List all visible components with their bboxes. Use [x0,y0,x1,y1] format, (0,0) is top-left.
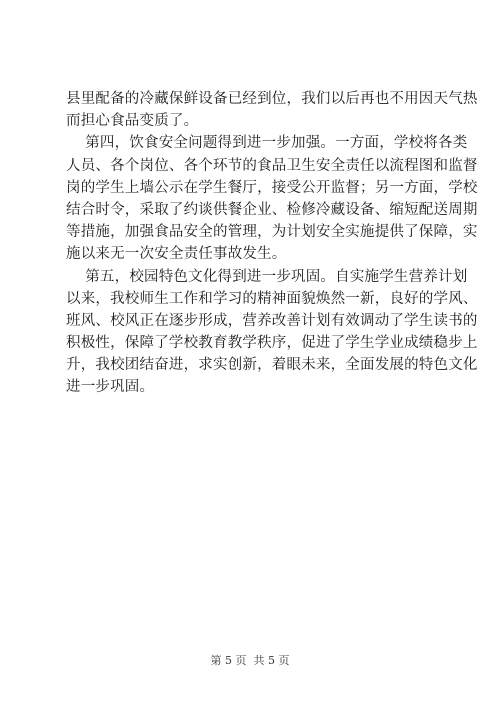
page-footer [0,652,500,668]
text-line: 以来，我校师生工作和学习的精神面貌焕然一新，良好的学风、 [66,290,478,307]
text-line: 进一步巩固。 [66,379,155,396]
text-line: 施以来无一次安全责任事故发生。 [66,246,287,263]
text-line: 第四，饮食安全问题得到进一步加强。一方面，学校将各类 [66,135,468,152]
text-line: 岗的学生上墙公示在学生餐厅，接受公开监督；另一方面，学校 [66,179,478,196]
text-line: 结合时令，采取了约谈供餐企业、检修冷藏设备、缩短配送周期 [66,201,478,218]
body-text [66,88,478,399]
text-line: 班风、校风正在逐步形成，营养改善计划有效调动了学生读书的 [66,312,478,329]
text-line: 县里配备的冷藏保鲜设备已经到位，我们以后再也不用因天气热 [66,91,478,107]
text-line: 人员、各个岗位、各个环节的食品卫生安全责任以流程图和监督 [66,157,478,174]
page-number: 第 5 页 共 5 页 [210,654,290,667]
text-line: 积极性，保障了学校教育教学秩序，促进了学生学业成绩稳步上 [66,335,478,352]
text-line: 第五，校园特色文化得到进一步巩固。自实施学生营养计划 [66,268,468,285]
text-line: 等措施，加强食品安全的管理，为计划安全实施提供了保障，实 [66,224,478,241]
text-line: 而担心食品变质了。 [66,113,199,130]
text-line: 升，我校团结奋进，求实创新，着眼未来，全面发展的特色文化 [66,357,478,374]
